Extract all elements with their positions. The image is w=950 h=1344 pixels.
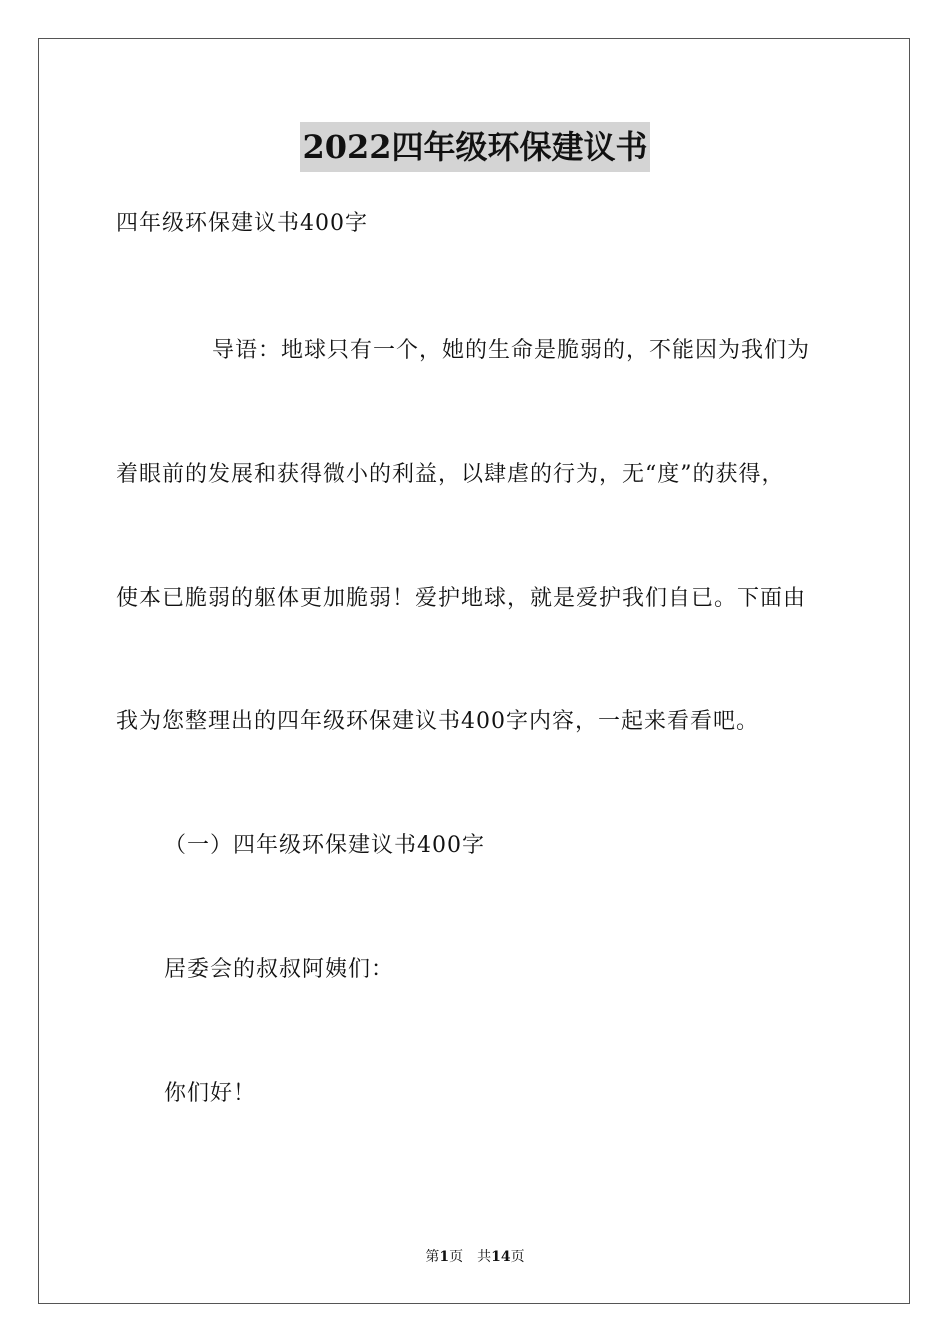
document-subtitle: 四年级环保建议书400字: [116, 211, 368, 236]
greeting: 你们好！: [164, 1081, 257, 1106]
page-prefix: 第: [425, 1249, 440, 1265]
intro-line-3: 使本已脆弱的躯体更加脆弱！爱护地球，就是爱护我们自已。下面由: [116, 586, 807, 611]
title-container: [0, 122, 950, 172]
intro-line-4: 我为您整理出的四年级环保建议书400字内容，一起来看看吧。: [116, 709, 759, 734]
salutation: 居委会的叔叔阿姨们：: [164, 957, 395, 982]
total-prefix: 共: [477, 1249, 492, 1265]
page-number: 1: [439, 1249, 450, 1265]
total-suffix: 页: [510, 1249, 525, 1265]
page-suffix: 页: [449, 1249, 464, 1265]
total-pages: 14: [491, 1249, 511, 1265]
document-title: 2022四年级环保建议书: [300, 122, 649, 172]
page-footer: [0, 1247, 950, 1267]
intro-line-1: 导语：地球只有一个，她的生命是脆弱的，不能因为我们为: [212, 338, 811, 363]
intro-line-2: 着眼前的发展和获得微小的利益，以肆虐的行为，无“度”的获得，: [116, 462, 785, 487]
section-heading: （一）四年级环保建议书400字: [164, 833, 485, 858]
